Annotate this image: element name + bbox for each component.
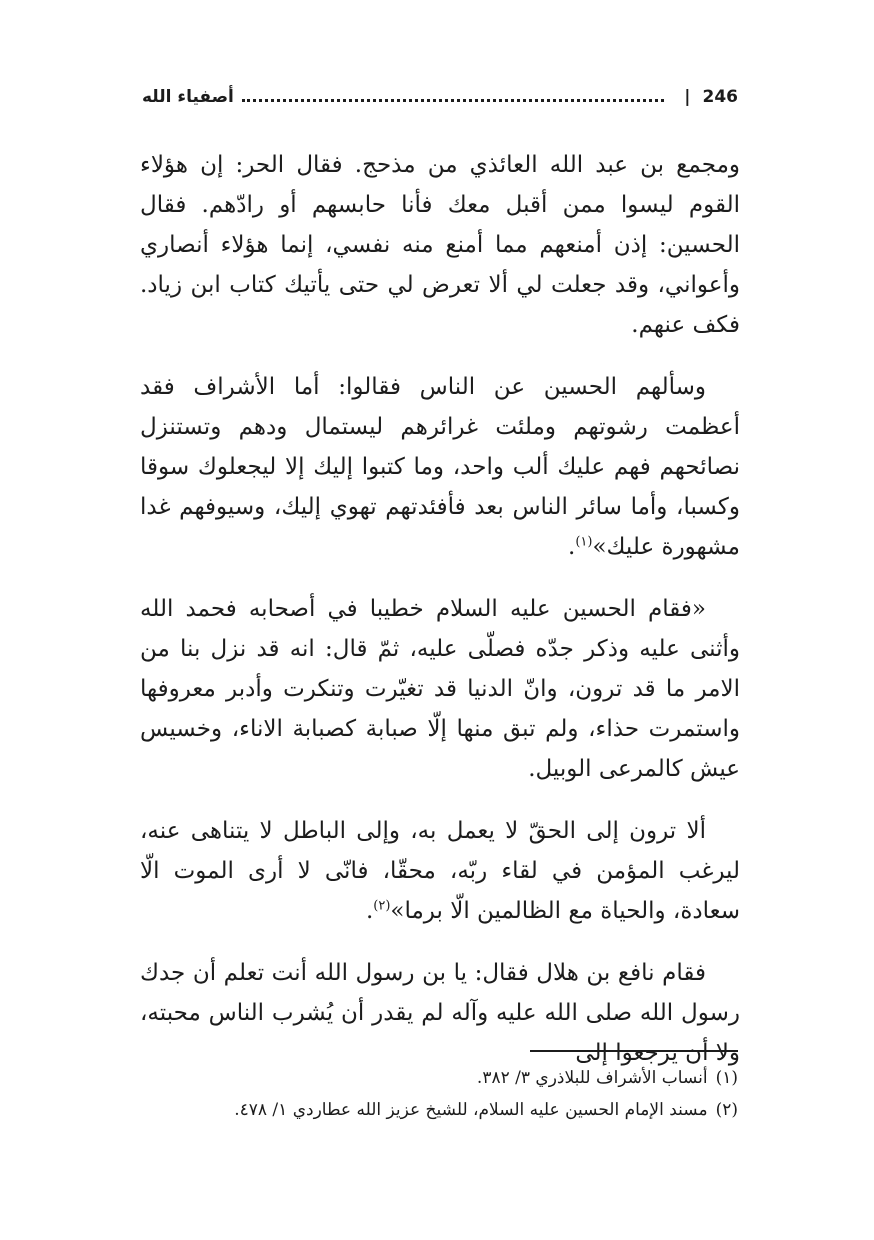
footnote-2-text: مسند الإمام الحسين عليه السلام، للشيخ عزيز الله عطاردي ١/ ٤٧٨. [234,1100,708,1120]
running-header [142,82,738,112]
paragraph-4 [140,811,740,931]
paragraph-2 [140,367,740,567]
paragraph-1 [140,145,740,345]
footnotes [140,1062,738,1126]
footnote-1-text: أنساب الأشراف للبلاذري ٣/ ٣٨٢. [476,1068,708,1088]
paragraph-4-text: ألا ترون إلى الحقّ لا يعمل به، وإلى الباطل لا يتناهى عنه، ليرغب المؤمن في لقاء ربّه، محقّا، فانّى لا أرى الموت الّا سعادة، والحياة مع الظالمين الّا برما» [140,818,740,924]
page-number: 246 [702,87,738,107]
book-title: أصفياء الله [142,87,234,107]
footnote-divider [530,1050,738,1052]
footnote-2-number: (٢) [715,1100,738,1120]
paragraph-2-text: وسألهم الحسين عن الناس فقالوا: أما الأشراف فقد أعظمت رشوتهم وملئت غرائرهم ليستمال ودهم وتستنزل نصائحهم فهم عليك ألب واحد، وما كتبوا إليك إلا ليجعلوك سوقا وكسبا، وأما سائر الناس بعد فأفئدتهم تهوي إليك، وسيوفهم غدا مشهورة عليك» [140,374,740,560]
footnote-1 [140,1062,738,1094]
paragraph-2-tail: . [568,534,576,560]
header-dotted-leader [242,99,664,102]
paragraph-5 [140,953,740,1073]
paragraph-5-text: فقام نافع بن هلال فقال: يا بن رسول الله أنت تعلم أن جدك رسول الله صلى الله عليه وآله لم يقدر أن يُشرب الناس محبته، ولا أن يرجعوا إلى [140,960,740,1066]
header-separator: | [684,87,691,107]
footnote-2 [140,1094,738,1126]
paragraph-3-text: «فقام الحسين عليه السلام خطيبا في أصحابه فحمد الله وأثنى عليه وذكر جدّه فصلّى عليه، ثمّ قال: انه قد نزل بنا من الامر ما قد ترون، وانّ الدنيا قد تغيّرت وتنكرت وأدبر معروفها واستمرت حذاء، ولم تبق منها إلّا صبابة كصبابة الاناء، وخسيس عيش كالمرعى الوبيل. [140,596,740,782]
paragraph-1-text: ومجمع بن عبد الله العائذي من مذحج. فقال الحر: إن هؤلاء القوم ليسوا ممن أقبل معك فأنا حابسهم أو رادّهم. فقال الحسين: إذن أمنعهم مما أمنع منه نفسي، إنما هؤلاء أنصاري وأعواني، وقد جعلت لي ألا تعرض لي حتى يأتيك كتاب ابن زياد. فكف عنهم. [140,152,740,338]
paragraph-4-tail: . [365,898,374,924]
footnote-1-number: (١) [715,1068,738,1088]
footnote-ref-2[interactable]: (٢) [373,898,391,914]
paragraph-3 [140,589,740,789]
main-text [140,145,740,1095]
footnote-ref-1[interactable]: (١) [575,534,593,550]
